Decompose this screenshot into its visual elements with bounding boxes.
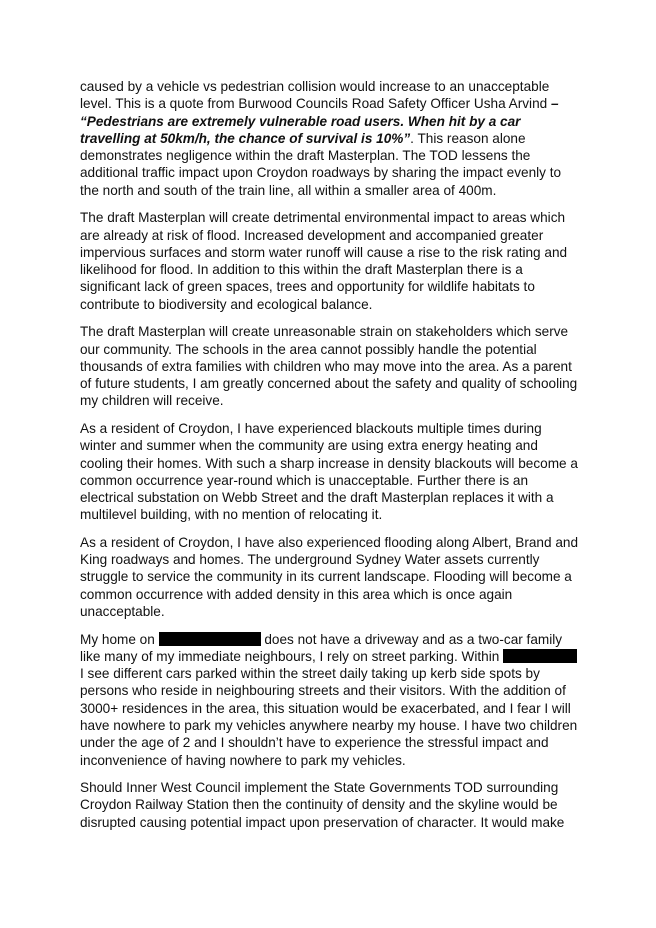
paragraph-text: I see different cars parked within the street daily taking up kerb side spots by persons who reside in neighbouring streets and their visitors. With the addition of 3000+ residences in the area, this situation would be exacerbated, and I fear I will have nowhere to park my vehicles anywhere nearby my house. I have two children under the age of 2 and I shouldn’t have to experience the stressful impact and inconvenience of having nowhere to park my vehicles.: [80, 666, 578, 768]
redaction-block: [503, 649, 577, 663]
paragraph-flooding: As a resident of Croydon, I have also experienced flooding along Albert, Brand and King roadways and homes. The underground Sydney Water assets currently struggle to service the community in its current landscape. Flooding will become a common occurrence with added density in this area which is once again unacceptable.: [80, 534, 579, 620]
paragraph-character: Should Inner West Council implement the State Governments TOD surrounding Croydon Railway Station then the continuity of density and the skyline would be disrupted causing potential impact upon preservation of character. It would make: [80, 780, 565, 830]
paragraph-pedestrian-safety: [80, 78, 580, 199]
paragraph-text: does not have a driveway and as a two-car family like many of my immediate neighbours, I rely on street parking. Within: [80, 631, 563, 664]
redaction-block: [159, 632, 261, 646]
paragraph-parking: [80, 631, 580, 769]
paragraph-environment: The draft Masterplan will create detrimental environmental impact to areas which are already at risk of flood. Increased development and accompanied greater impervious surfaces and storm water runoff will cause a rise to the risk rating and likelihood for flood. In addition to this within the draft Masterplan there is a significant lack of green spaces, trees and opportunity for wildlife habitats to contribute to biodiversity and ecological balance.: [80, 210, 568, 312]
paragraph-schools: The draft Masterplan will create unreasonable strain on stakeholders which serve our community. The schools in the area cannot possibly handle the potential thousands of extra families with children who may move into the area. As a parent of future students, I am greatly concerned about the safety and quality of schooling my children will receive.: [80, 324, 578, 409]
paragraph-blackouts: As a resident of Croydon, I have experienced blackouts multiple times during winter and summer when the community are using extra energy heating and cooling their homes. With such a sharp increase in density blackouts will become a common occurrence year-round which is unacceptable. Further there is an electrical substation on Webb Street and the draft Masterplan replaces it with a multilevel building, with no mention of relocating it.: [80, 420, 578, 523]
paragraph-text: . This reason alone demonstrates negligence within the draft Masterplan. The TOD lessens the additional traffic impact upon Croydon roadways by sharing the impact evenly to the north and south of the train line, all within a smaller area of 400m.: [80, 130, 562, 198]
quoted-statement: – “Pedestrians are extremely vulnerable road users. When hit by a car travelling at 50km/h, the chance of survival is 10%”: [80, 96, 559, 146]
document-page: [80, 78, 580, 841]
paragraph-text: My home on: [80, 631, 159, 647]
paragraph-text: caused by a vehicle vs pedestrian collision would increase to an unacceptable level. This is a quote from Burwood Councils Road Safety Officer Usha Arvind: [80, 79, 551, 112]
